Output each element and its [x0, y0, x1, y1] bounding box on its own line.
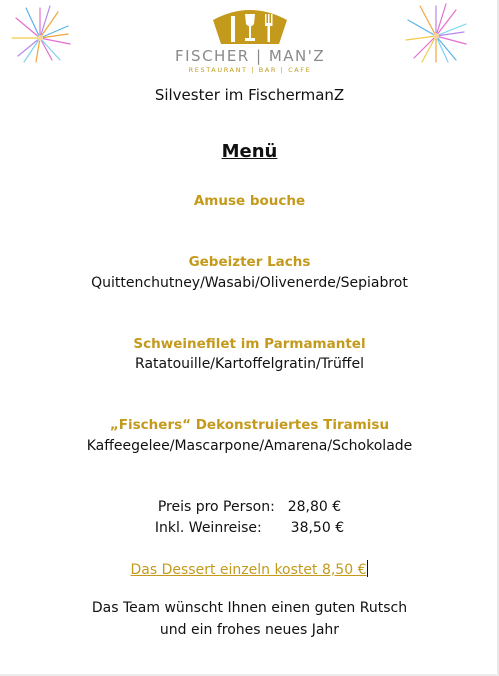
logo-tagline: RESTAURANT | BAR | CAFE: [188, 66, 312, 74]
course-description: Kaffeegelee/Mascarpone/Amarena/Schokolade: [86, 438, 413, 454]
cutlery-icon: [209, 2, 291, 46]
course-title: Gebeizter Lachs: [188, 254, 311, 270]
wine-price-value: 38,50 €: [290, 520, 345, 536]
event-subtitle: Silvester im FischermanZ: [154, 86, 345, 104]
price-per-person-row: [0, 499, 499, 515]
price-label: Preis pro Person:: [157, 499, 275, 515]
restaurant-logo: [175, 2, 325, 82]
firework-icon: [400, 2, 470, 64]
price-value: 28,80 €: [287, 499, 342, 515]
course-title: Amuse bouche: [193, 193, 306, 209]
menu-title: Menü: [221, 141, 278, 162]
closing-wish-line-2: und ein frohes neues Jahr: [159, 622, 340, 638]
dessert-note-text[interactable]: Das Dessert einzeln kostet 8,50 €: [130, 562, 367, 578]
dessert-note[interactable]: [0, 560, 499, 578]
course-title: Schweinefilet im Parmamantel: [133, 336, 366, 352]
course-description: Quittenchutney/Wasabi/Olivenerde/Sepiabrot: [91, 275, 408, 291]
course-description: Ratatouille/Kartoffelgratin/Trüffel: [135, 356, 364, 372]
wine-price-label: Inkl. Weinreise:: [154, 520, 262, 536]
firework-icon: [6, 2, 76, 64]
course-title: „Fischers“ Dekonstruiertes Tiramisu: [109, 417, 390, 433]
closing-wish-line-1: Das Team wünscht Ihnen einen guten Rutsch: [91, 600, 408, 616]
wine-price-row: [0, 520, 499, 536]
text-cursor: [367, 560, 368, 577]
logo-name: FISCHER | MAN'Z: [175, 47, 326, 65]
